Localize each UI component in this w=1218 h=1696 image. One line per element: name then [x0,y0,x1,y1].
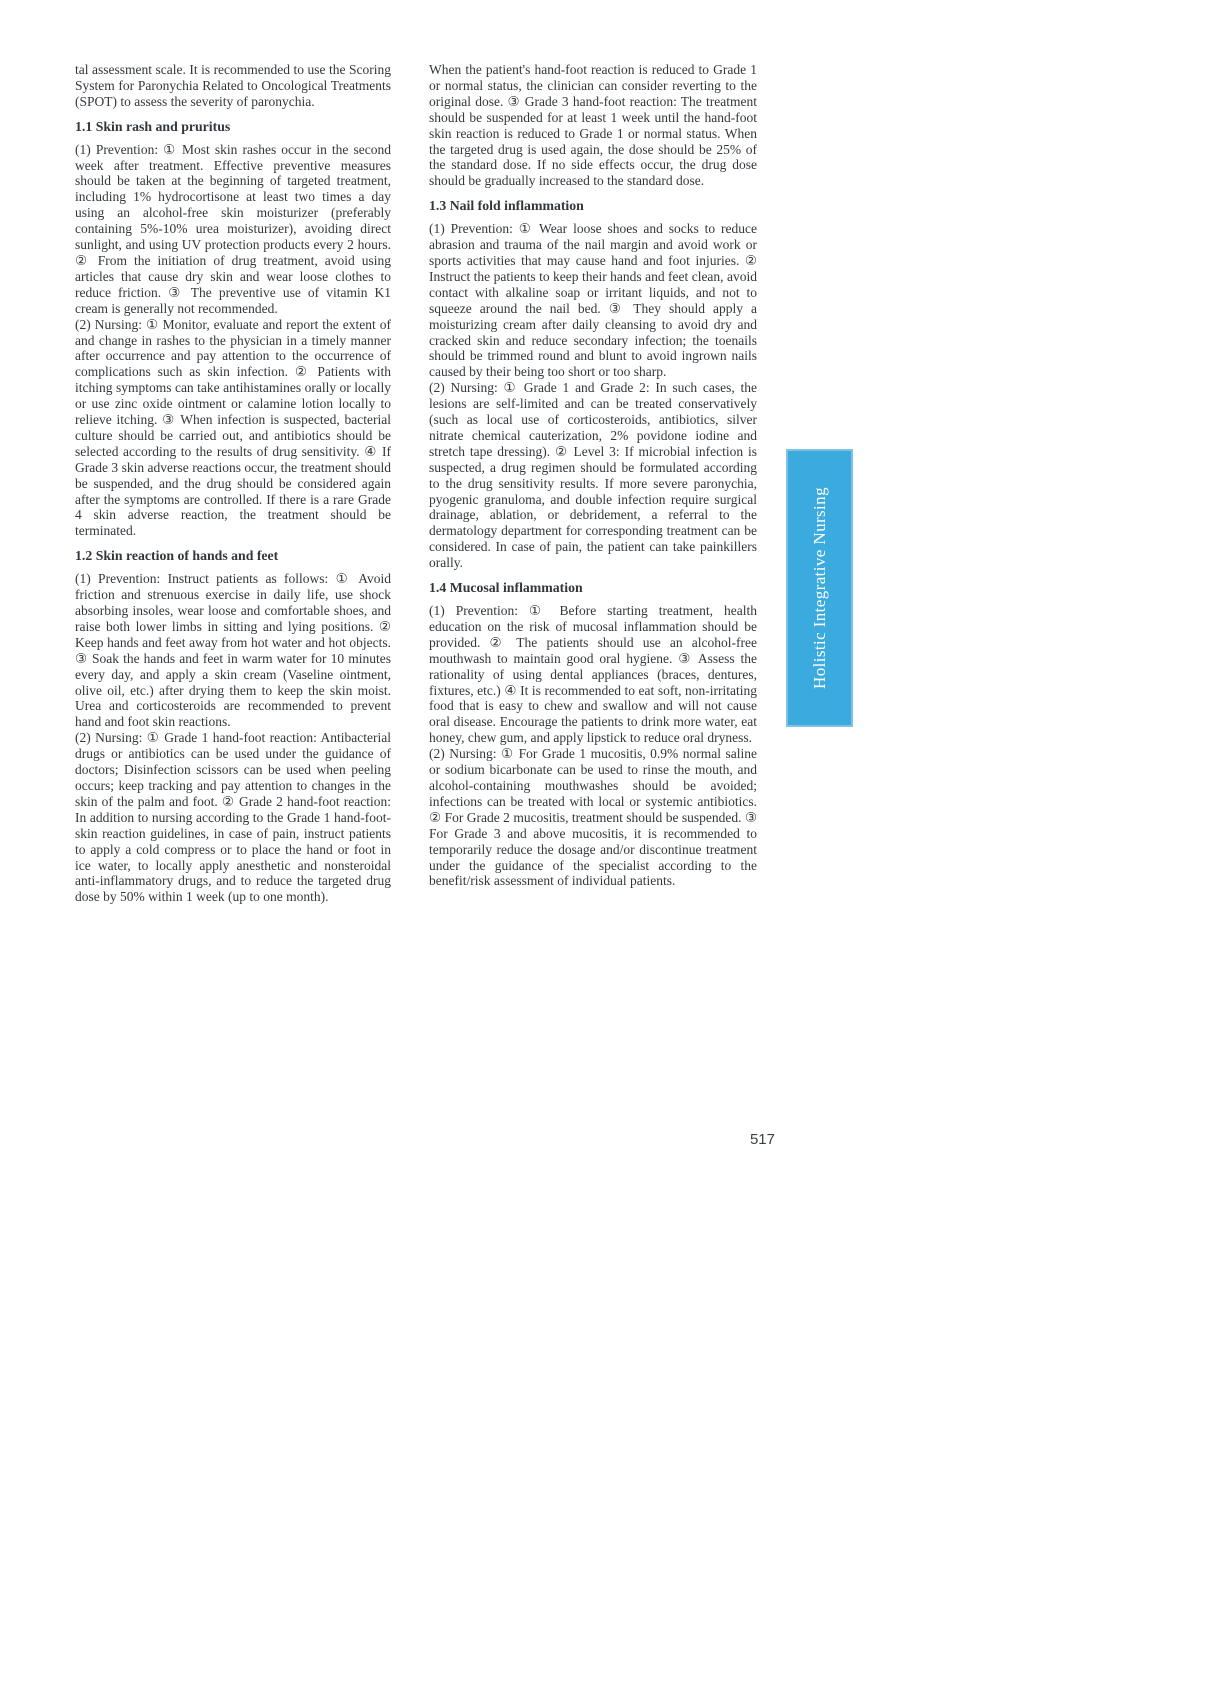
paragraph-continuation: When the patient's hand-foot reaction is reduced to Grade 1 or normal status, the clinician can consider reverting to the original dose. ③ Grade 3 hand-foot reaction: The treatment should be suspended for at least 1 week until the hand-foot skin reaction is reduced to Grade 1 or normal status. When the targeted drug is used again, the dose should be 25% of the standard dose. If no side effects occur, the drug dose should be gradually increased to the standard dose. [429,62,757,189]
paragraph-nursing: (2) Nursing: ① Monitor, evaluate and report the extent of and change in rashes to the physician in a timely manner after occurrence and pay attention to the occurrence of complications such as skin infection. ② Patients with itching symptoms can take antihistamines orally or locally or use zinc oxide ointment or calamine lotion locally to relieve itching. ③ When infection is suspected, bacterial culture should be carried out, and antibiotics should be selected according to the results of drug sensitivity. ④ If Grade 3 skin adverse reactions occur, the treatment should be suspended, and the drug should be considered again after the symptoms are controlled. If there is a rare Grade 4 skin adverse reaction, the treatment should be terminated. [75,316,391,539]
section-heading-1-3: 1.3 Nail fold inflammation [429,198,584,214]
paragraph-nursing: (2) Nursing: ① Grade 1 and Grade 2: In such cases, the lesions are self-limited and can be treated conservatively (such as local use of corticosteroids, antibiotics, silver nitrate chemical cauterization, 2% povidone iodine and stretch tape dressing). ② Level 3: If microbial infection is suspected, a drug regimen should be formulated according to the drug sensitivity results. If more severe paronychia, pyogenic granuloma, and double infection require surgical drainage, ablation, or debridement, a referral to the dermatology department for corresponding treatment can be considered. In case of pain, the patient can take painkillers orally. [429,380,757,571]
paragraph-prevention: (1) Prevention: ① Wear loose shoes and socks to reduce abrasion and trauma of the nail margin and avoid work or sports activities that may cause hand and foot injuries. ② Instruct the patients to keep their hands and feet clean, avoid contact with alkaline soap or irritant liquids, and not to squeeze around the nail bed. ③ They should apply a moisturizing cream after daily cleansing to avoid dry and cracked skin and reduce secondary infection; the toenails should be trimmed round and blunt to avoid ingrown nails caused by their being too short or too sharp. [429,221,757,380]
paragraph-continuation: tal assessment scale. It is recommended to use the Scoring System for Paronychia Related to Oncological Treatments (SPOT) to assess the severity of paronychia. [75,62,391,109]
paragraph-nursing: (2) Nursing: ① Grade 1 hand-foot reaction: Antibacterial drugs or antibiotics can be used under the guidance of doctors; Disinfection scissors can be used when peeling occurs; keep tracking and pay attention to changes in the skin of the palm and foot. ② Grade 2 hand-foot reaction: In addition to nursing according to the Grade 1 hand-foot-skin reaction guidelines, in case of pain, instruct patients to apply a cold compress or to place the hand or foot in ice water, to locally apply anesthetic and nonsteroidal anti-inflammatory drugs, and to reduce the targeted drug dose by 50% within 1 week (up to one month). [75,730,391,905]
paragraph-prevention: (1) Prevention: ① Before starting treatment, health education on the risk of mucosal inflammation should be provided. ② The patients should use an alcohol-free mouthwash to maintain good oral hygiene. ③ Assess the rationality of using dental appliances (braces, dentures, fixtures, etc.) ④ It is recommended to eat soft, non-irritating food that is easy to chew and swallow and will not cause oral disease. Encourage the patients to drink more water, eat honey, chew gum, and apply lipstick to reduce oral dryness. [429,603,757,746]
section-heading-1-4: 1.4 Mucosal inflammation [429,580,583,596]
text-column-left [75,62,391,905]
text-column-right [429,62,757,889]
page-number: 517 [749,1131,775,1148]
paragraph-nursing: (2) Nursing: ① For Grade 1 mucositis, 0.9% normal saline or sodium bicarbonate can be used to rinse the mouth, and alcohol-containing mouthwashes should be avoided; infections can be treated with local or systemic antibiotics. ② For Grade 2 mucositis, treatment should be suspended. ③ For Grade 3 and above mucositis, it is recommended to temporarily reduce the dosage and/or discontinue treatment under the guidance of the specialist according to the benefit/risk assessment of individual patients. [429,746,757,889]
chapter-thumb-tab-label: Holistic Integrative Nursing [809,487,829,689]
section-heading-1-2: 1.2 Skin reaction of hands and feet [75,548,279,564]
paragraph-prevention: (1) Prevention: ① Most skin rashes occur in the second week after treatment. Effective preventive measures should be taken at the beginning of targeted treatment, including 1% hydrocortisone at least two times a day using an alcohol-free skin moisturizer (preferably containing 5%-10% urea moisturizer), avoiding direct sunlight, and using UV protection products every 2 hours. ② From the initiation of drug treatment, avoid using articles that cause dry skin and wear loose clothes to reduce friction. ③ The preventive use of vitamin K1 cream is generally not recommended. [75,141,391,316]
paragraph-prevention: (1) Prevention: Instruct patients as follows: ① Avoid friction and strenuous exercise in daily life, use shock absorbing insoles, wear loose and comfortable shoes, and raise both lower limbs in sitting and lying positions. ② Keep hands and feet away from hot water and hot objects. ③ Soak the hands and feet in warm water for 10 minutes every day, and apply a skin cream (Vaseline ointment, olive oil, etc.) after drying them to keep the skin moist. Urea and corticosteroids are recommended to prevent hand and foot skin reactions. [75,571,391,730]
chapter-thumb-tab [786,449,853,727]
section-heading-1-1: 1.1 Skin rash and pruritus [75,118,231,134]
